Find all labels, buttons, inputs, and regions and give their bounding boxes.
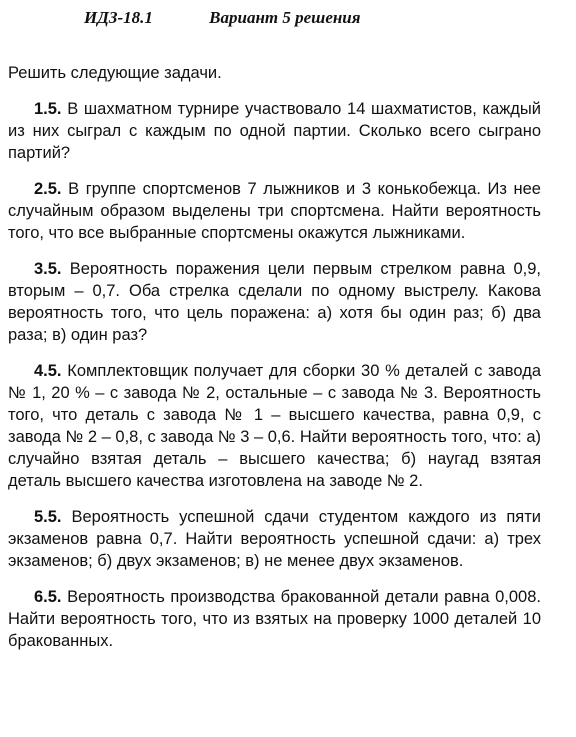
problem-text: В группе спортсменов 7 лыжников и 3 конькобежца. Из нее случайным образом выделены три спортсмена. Найти вероятность того, что все выбранные спортсмены окажутся лыжниками. bbox=[8, 180, 541, 242]
problem-1 bbox=[8, 98, 541, 164]
problem-number: 2.5. bbox=[34, 180, 62, 198]
problem-text: Вероятность производства бракованной детали равна 0,008. Найти вероятность того, что из взятых на проверку 1000 деталей 10 бракованных. bbox=[8, 588, 541, 650]
problem-number: 3.5. bbox=[34, 260, 62, 278]
problem-3 bbox=[8, 258, 541, 346]
problem-5 bbox=[8, 506, 541, 572]
document-header bbox=[84, 8, 361, 28]
problem-text: Вероятность успешной сдачи студентом каждого из пяти экзаменов равна 0,7. Найти вероятность успешной сдачи: а) трех экзаменов; б) двух экзаменов; в) не менее двух экзаменов. bbox=[8, 508, 541, 570]
problem-number: 5.5. bbox=[34, 508, 62, 526]
problem-4 bbox=[8, 360, 541, 492]
problem-list bbox=[8, 98, 541, 666]
problem-number: 1.5. bbox=[34, 100, 62, 118]
assignment-title: ИДЗ-18.1 bbox=[84, 8, 153, 27]
problem-2 bbox=[8, 178, 541, 244]
problem-text: Вероятность поражения цели первым стрелком равна 0,9, вторым – 0,7. Оба стрелка сделали по одному выстрелу. Какова вероятность того, что цель поражена: а) хотя бы один раз; б) два раза; в) один раз? bbox=[8, 260, 541, 344]
problem-text: В шахматном турнире участвовало 14 шахматистов, каждый из них сыграл с каждым по одной партии. Сколько всего сыграно партий? bbox=[8, 100, 541, 162]
variant-title: Вариант 5 решения bbox=[209, 8, 361, 27]
problem-text: Комплектовщик получает для сборки 30 % деталей с завода № 1, 20 % – с завода № 2, остальные – с завода № 3. Вероятность того, что деталь с завода № 1 – высшего качества, равна 0,9, с завода № 2 – 0,8, с завода № 3 – 0,6. Найти вероятность того, что: а) случайно взятая деталь – высшего качества; б) наугад взятая деталь высшего качества изготовлена на заводе № 2. bbox=[8, 362, 541, 490]
problem-number: 6.5. bbox=[34, 588, 62, 606]
problem-number: 4.5. bbox=[34, 362, 62, 380]
problem-6 bbox=[8, 586, 541, 652]
intro-text: Решить следующие задачи. bbox=[8, 64, 222, 82]
